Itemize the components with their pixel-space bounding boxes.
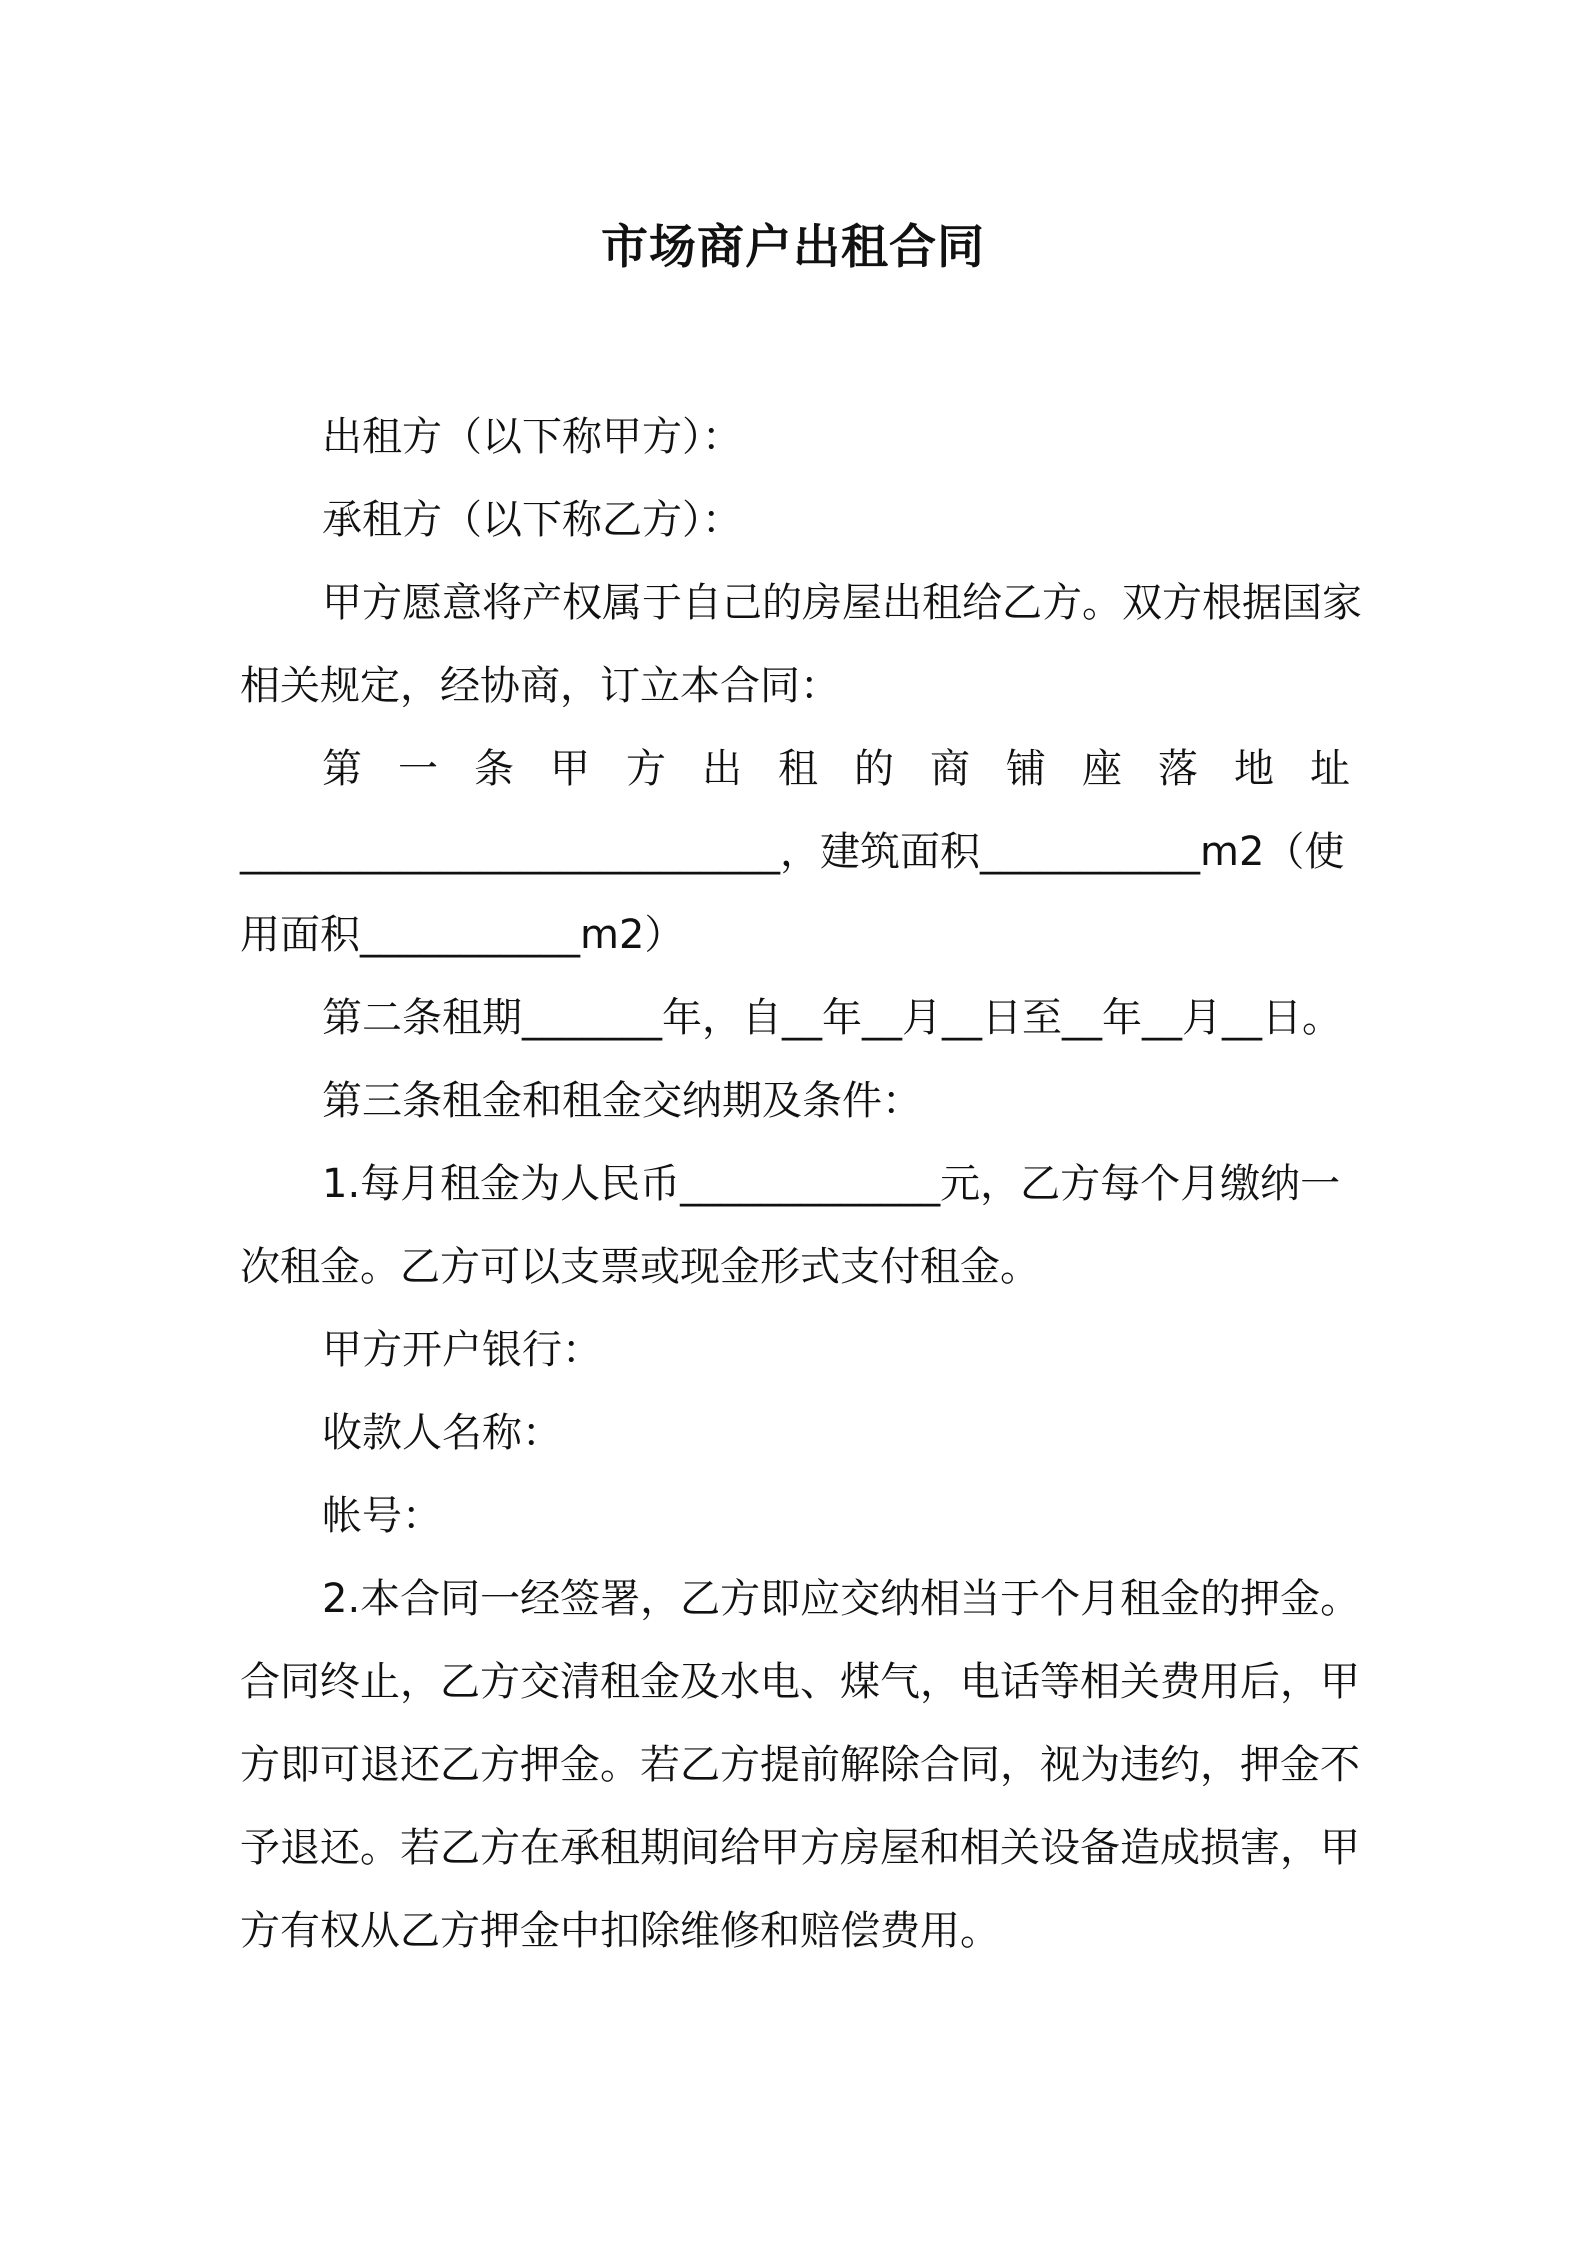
article-3-item-2-line-1: 2.本合同一经签署，乙方即应交纳相当于个月租金的押金。: [322, 1576, 1361, 1622]
article-3-heading: 第三条租金和租金交纳期及条件：: [322, 1078, 922, 1124]
article-3-item-2-line-4: 予退还。若乙方在承租期间给甲方房屋和相关设备造成损害，甲: [240, 1825, 1360, 1871]
article-3-item-1-line-2: 次租金。乙方可以支票或现金形式支付租金。: [240, 1244, 1040, 1290]
bank-line: 甲方开户银行：: [322, 1327, 602, 1373]
lessee-line: 承租方（以下称乙方）：: [322, 497, 742, 543]
account-line: 帐号：: [322, 1493, 442, 1539]
article-3-item-2-line-3: 方即可退还乙方押金。若乙方提前解除合同，视为违约，押金不: [240, 1742, 1360, 1788]
article-2-line: 第二条租期_______年，自__年__月__日至__年__月__日。: [322, 995, 1342, 1041]
article-3-item-2-line-2: 合同终止，乙方交清租金及水电、煤气，电话等相关费用后，甲: [240, 1659, 1360, 1705]
article-1-line-2: ___________________________，建筑面积___________m2（使: [240, 829, 1345, 875]
preamble-line-1: 甲方愿意将产权属于自己的房屋出租给乙方。双方根据国家: [322, 580, 1362, 626]
payee-line: 收款人名称：: [322, 1410, 562, 1456]
article-1-line-1: 第 一 条 甲 方 出 租 的 商 铺 座 落 地 址: [322, 746, 1350, 792]
article-3-item-1-line-1: 1.每月租金为人民币_____________元，乙方每个月缴纳一: [322, 1161, 1341, 1207]
article-1-line-3: 用面积___________m2）: [240, 912, 685, 958]
article-3-item-2-line-5: 方有权从乙方押金中扣除维修和赔偿费用。: [240, 1908, 1000, 1954]
document-title: 市场商户出租合同: [601, 220, 985, 275]
preamble-line-2: 相关规定，经协商，订立本合同：: [240, 663, 840, 709]
lessor-line: 出租方（以下称甲方）：: [322, 414, 742, 460]
